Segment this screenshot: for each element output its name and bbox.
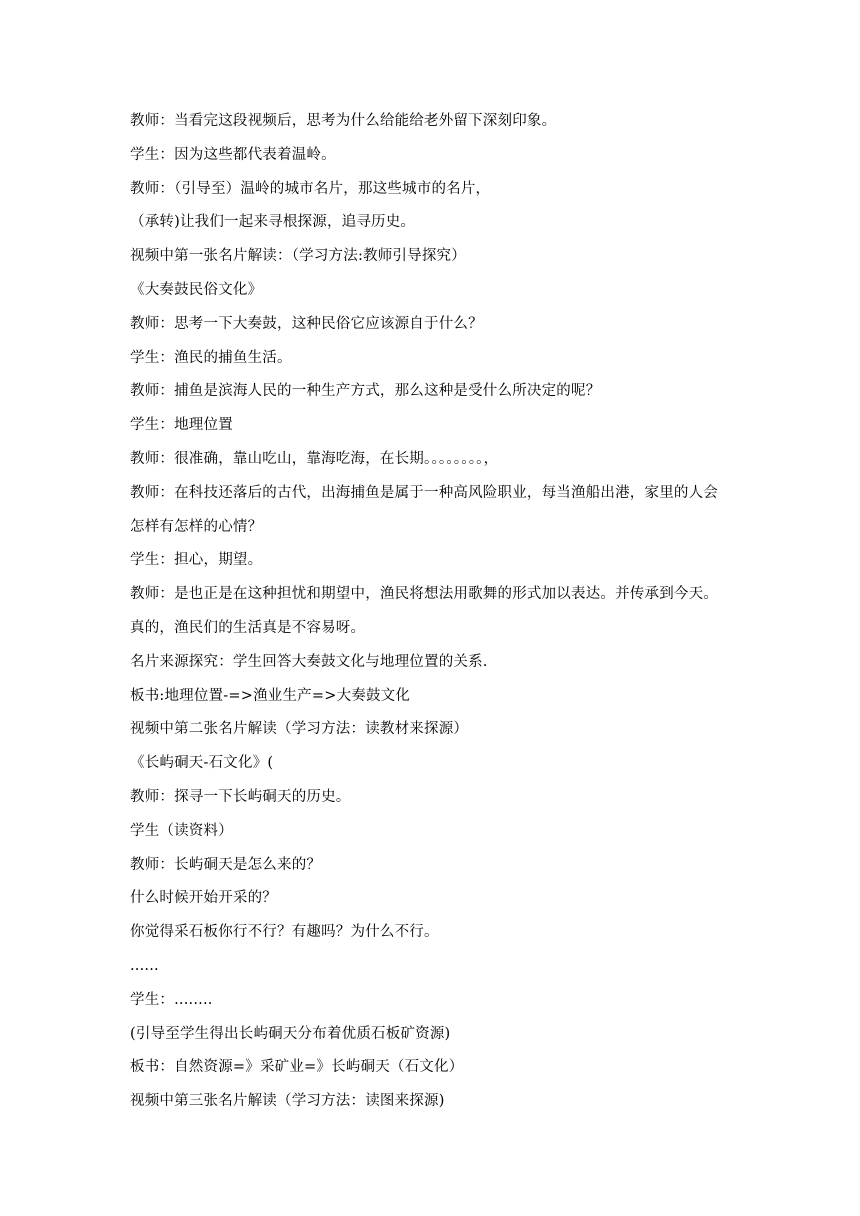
document-body: [130, 107, 740, 1121]
text-line: 教师：思考一下大奏鼓，这种民俗它应该源自于什么？: [130, 315, 483, 332]
text-line: 板书：自然资源=》采矿业=》长屿硐天（石文化）: [130, 1059, 464, 1076]
text-line: 真的，渔民们的生活真是不容易呀。: [130, 619, 366, 636]
text-line: ......: [130, 957, 159, 974]
text-line: 视频中第一张名片解读：（学习方法:教师引导探究）: [130, 248, 466, 265]
text-line: 学生：因为这些都代表着温岭。: [130, 146, 336, 163]
text-line: 什么时候开始开采的？: [130, 890, 277, 907]
text-line: 视频中第三张名片解读（学习方法：读图来探源): [130, 1093, 445, 1110]
text-line: 教师：长屿硐天是怎么来的？: [130, 856, 322, 873]
text-line: 视频中第二张名片解读（学习方法：读教材来探源）: [130, 721, 469, 738]
text-line: 板书:地理位置-=>渔业生产=>大奏鼓文化: [130, 687, 411, 704]
text-line: 教师：当看完这段视频后，思考为什么给能给老外留下深刻印象。: [130, 113, 557, 129]
text-line: 你觉得采石板你行不行？有趣吗？为什么不行。: [130, 924, 439, 941]
text-line: (引导至学生得出长屿硐天分布着优质石板矿资源): [130, 1025, 451, 1042]
text-line: 教师：（引导至）温岭的城市名片，那这些城市的名片，: [130, 180, 491, 197]
text-line: 教师：在科技还落后的古代，出海捕鱼是属于一种高风险职业，每当渔船出港，家里的人会: [130, 484, 718, 501]
text-line: 教师：探寻一下长屿硐天的历史。: [130, 788, 351, 805]
text-line: 教师：是也正是在这种担忧和期望中，渔民将想法用歌舞的形式加以表达。并传承到今天。: [130, 586, 718, 603]
text-line: 名片来源探究：学生回答大奏鼓文化与地理位置的关系.: [130, 653, 488, 670]
text-line: 学生：........: [130, 991, 213, 1008]
text-line: 学生：担心，期望。: [130, 552, 263, 569]
text-line: 学生：地理位置: [130, 417, 233, 434]
text-line: 教师：很准确，靠山吃山，靠海吃海，在长期。。。。。。。。，: [130, 450, 499, 467]
text-line: 学生（读资料）: [130, 822, 233, 839]
text-line: 怎样有怎样的心情？: [130, 518, 263, 535]
text-line: 教师：捕鱼是滨海人民的一种生产方式，那么这种是受什么所决定的呢？: [130, 383, 601, 400]
text-line: 《大奏鼓民俗文化》: [130, 281, 263, 298]
text-line: 学生：渔民的捕鱼生活。: [130, 349, 292, 366]
text-line: （承转)让我们一起来寻根探源，追寻历史。: [130, 214, 416, 231]
text-line: 《长屿硐天-石文化》(: [130, 755, 274, 772]
